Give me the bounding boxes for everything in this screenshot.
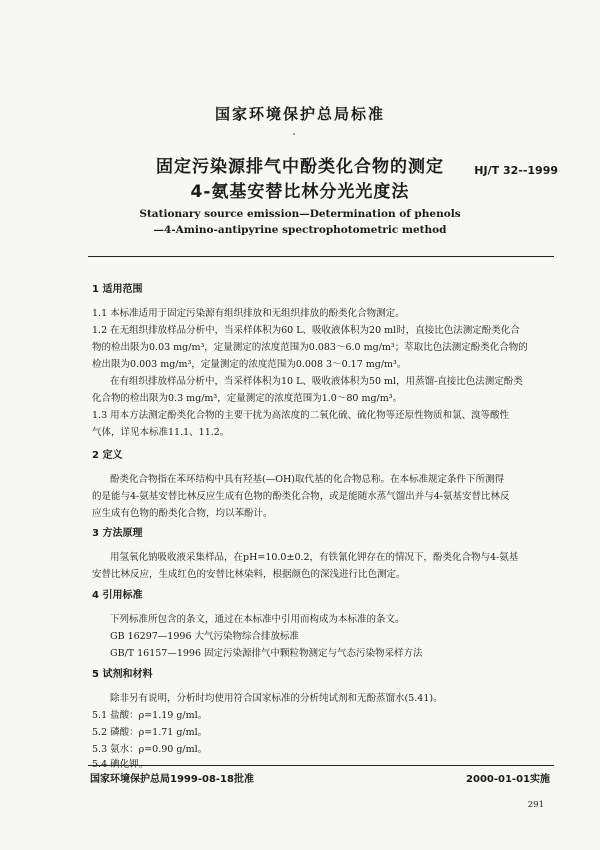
section-1-heading: 1 适用范围 xyxy=(92,284,143,295)
principle-line-2: 安替比林反应，生成红色的安替比林染料，根据颜色的深浅进行比色测定。 xyxy=(92,569,406,580)
clause-1-2-line-2: 物的检出限为0.03 mg/m³，定量测定的浓度范围为0.083～6.0 mg/m³；萃取比色法测定酚类化合物的 xyxy=(92,342,528,353)
clause-1-2-line-5: 化合物的检出限为0.3 mg/m³，定量测定的浓度范围为1.0～80 mg/m³。 xyxy=(92,393,403,404)
normative-intro: 下列标准所包含的条文，通过在本标准中引用而构成为本标准的条文。 xyxy=(110,614,405,625)
page-number: 291 xyxy=(527,800,544,810)
clause-1-3-line-2: 气体，详见本标准11.1、11.2。 xyxy=(92,427,230,438)
approval-date: 国家环境保护总局1999-08-18批准 xyxy=(90,774,254,785)
clause-1-2-line-1: 1.2 在无组织排放样品分析中，当采样体积为60 L、吸收液体积为20 ml时，直接比色法测定酚类化合 xyxy=(92,325,520,336)
section-2-heading: 2 定义 xyxy=(92,450,123,461)
reagent-5-3: 5.3 氨水：ρ=0.90 g/ml。 xyxy=(92,744,208,755)
normative-ref-gbt16157: GB/T 16157—1996 固定污染源排气中颗粒物测定与气态污染物采样方法 xyxy=(110,648,423,659)
definition-line-2: 的是能与4-氨基安替比林反应生成有色物的酚类化合物，或是能随水蒸气馏出并与4-氨基安替比林反 xyxy=(92,491,510,502)
english-title-line-2: —4-Amino-antipyrine spectrophotometric method xyxy=(153,224,447,236)
normative-ref-gb16297: GB 16297—1996 大气污染物综合排放标准 xyxy=(110,631,300,642)
title-line-1: 固定污染源排气中酚类化合物的测定 xyxy=(156,157,444,177)
reagent-intro: 除非另有说明，分析时均使用符合国家标准的分析纯试剂和无酚蒸馏水(5.41)。 xyxy=(110,693,443,704)
scan-speck xyxy=(293,133,295,135)
section-4-heading: 4 引用标准 xyxy=(92,590,143,601)
reagent-5-4: 5.4 碘化钾。 xyxy=(92,759,149,770)
clause-1-1: 1.1 本标准适用于固定污染源有组织排放和无组织排放的酚类化合物测定。 xyxy=(92,308,405,319)
definition-line-3: 应生成有色物的酚类化合物，均以苯酚计。 xyxy=(92,508,273,519)
definition-line-1: 酚类化合物指在苯环结构中具有羟基(—OH)取代基的化合物总称。在本标准规定条件下所测得 xyxy=(110,474,504,485)
clause-1-2-line-3: 检出限为0.003 mg/m³，定量测定的浓度范围为0.008 3～0.17 mg/m³。 xyxy=(92,359,407,370)
reagent-5-2: 5.2 磷酸：ρ=1.71 g/ml。 xyxy=(92,727,208,738)
standard-number: HJ/T 32--1999 xyxy=(474,164,558,177)
english-title-line-1: Stationary source emission—Determination of phenols xyxy=(139,208,461,220)
top-divider xyxy=(88,256,554,257)
title-line-2: 4-氨基安替比林分光光度法 xyxy=(190,182,410,202)
section-3-heading: 3 方法原理 xyxy=(92,528,143,539)
clause-1-3-line-1: 1.3 用本方法测定酚类化合物的主要干扰为高浓度的二氧化硫、硫化物等还原性物质和氯、溴等酸性 xyxy=(92,410,510,421)
principle-line-1: 用氢氧化钠吸收液采集样品，在pH=10.0±0.2，有铁氰化钾存在的情况下，酚类化合物与4-氨基 xyxy=(110,552,519,563)
bottom-divider xyxy=(88,765,554,766)
clause-1-2-line-4: 在有组织排放样品分析中，当采样体积为10 L、吸收液体积为50 ml，用蒸馏-直接比色法测定酚类 xyxy=(110,376,523,387)
reagent-5-1: 5.1 盐酸：ρ=1.19 g/ml。 xyxy=(92,710,208,721)
issuing-agency: 国家环境保护总局标准 xyxy=(214,105,385,123)
implementation-date: 2000-01-01实施 xyxy=(466,774,550,785)
section-5-heading: 5 试剂和材料 xyxy=(92,669,153,680)
